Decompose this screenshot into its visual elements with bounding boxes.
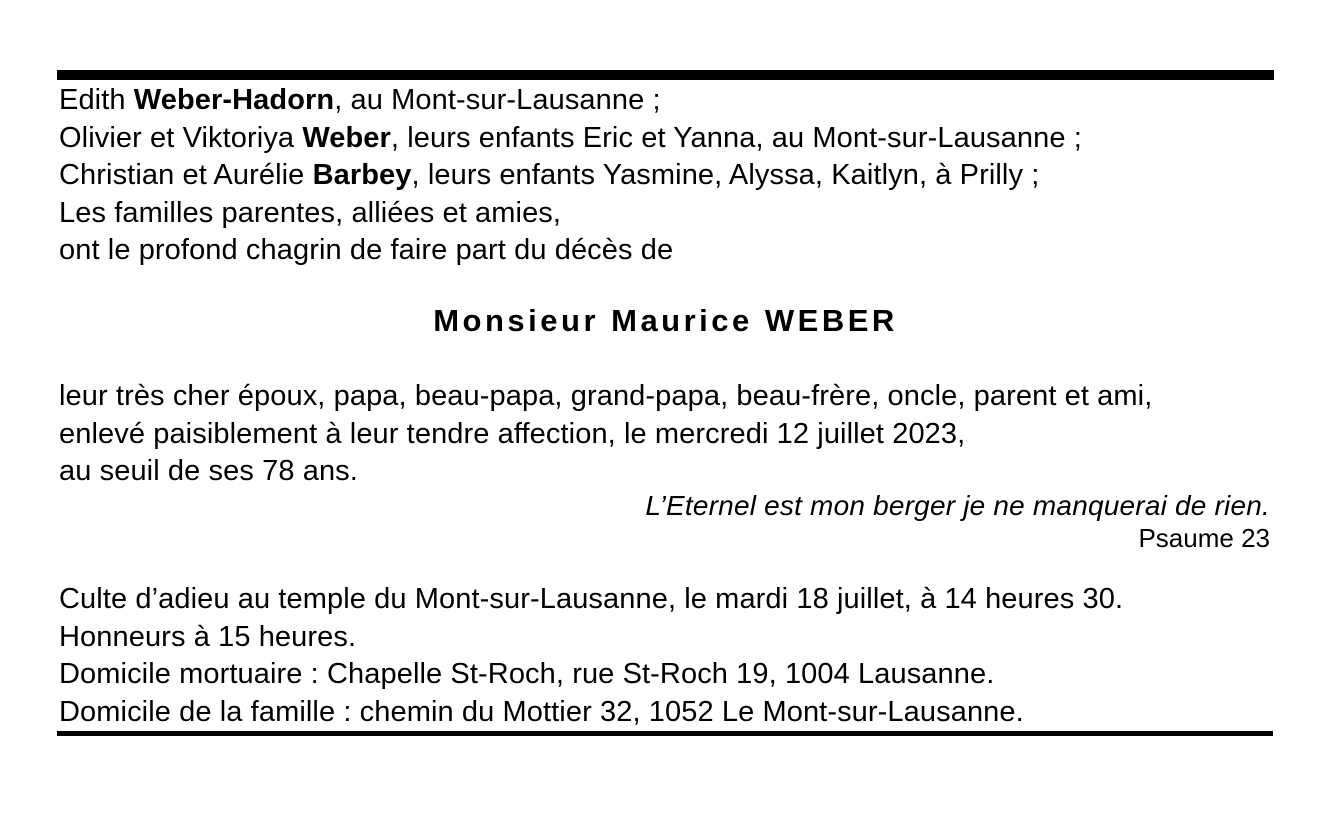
family-line-suffix: , au Mont-sur-Lausanne ; <box>334 84 661 116</box>
family-line-suffix: , leurs enfants Eric et Yanna, au Mont-sur-Lausanne ; <box>390 121 1082 154</box>
announcement-text: ont le profond chagrin de faire part du décès de <box>59 234 674 266</box>
family-name: Barbey <box>312 159 412 191</box>
family-intro-block <box>59 82 1082 270</box>
tribute-line: au seuil de ses 78 ans. <box>59 455 358 487</box>
announcement-line <box>59 232 1082 270</box>
family-line <box>59 120 1082 158</box>
ceremony-line: Domicile de la famille : chemin du Mottier 32, 1052 Le Mont-sur-Lausanne. <box>59 695 1024 728</box>
scripture-reference: Psaume 23 <box>1138 523 1270 553</box>
family-line <box>59 195 1082 233</box>
top-rule <box>57 70 1274 80</box>
family-line <box>59 82 1082 120</box>
tribute-line: enlevé paisiblement à leur tendre affection, le mercredi 12 juillet 2023, <box>59 417 966 450</box>
family-line-prefix: Les familles parentes, alliées et amies, <box>59 196 562 229</box>
family-line-prefix: Christian et Aurélie <box>59 159 313 191</box>
family-line <box>59 157 1082 195</box>
family-line-prefix: Olivier et Viktoriya <box>59 121 303 154</box>
ceremony-line: Culte d’adieu au temple du Mont-sur-Lausanne, le mardi 18 juillet, à 14 heures 30. <box>59 583 1124 615</box>
deceased-name-title: Monsieur Maurice WEBER <box>433 303 898 338</box>
family-line-prefix: Edith <box>59 84 134 116</box>
scripture-quote: L’Eternel est mon berger je ne manquerai de rien. <box>645 490 1270 521</box>
tribute-line: leur très cher époux, papa, beau-papa, grand-papa, beau-frère, oncle, parent et ami, <box>59 380 1153 412</box>
bottom-rule <box>57 731 1273 736</box>
family-line-suffix: , leurs enfants Yasmine, Alyssa, Kaitlyn, à Prilly ; <box>411 159 1040 191</box>
ceremony-block <box>59 581 1123 731</box>
ceremony-line: Honneurs à 15 heures. <box>59 620 357 653</box>
tribute-block <box>59 378 1152 491</box>
family-name: Weber <box>302 121 391 154</box>
ceremony-line: Domicile mortuaire : Chapelle St-Roch, rue St-Roch 19, 1004 Lausanne. <box>59 658 995 690</box>
family-name: Weber-Hadorn <box>133 84 335 116</box>
